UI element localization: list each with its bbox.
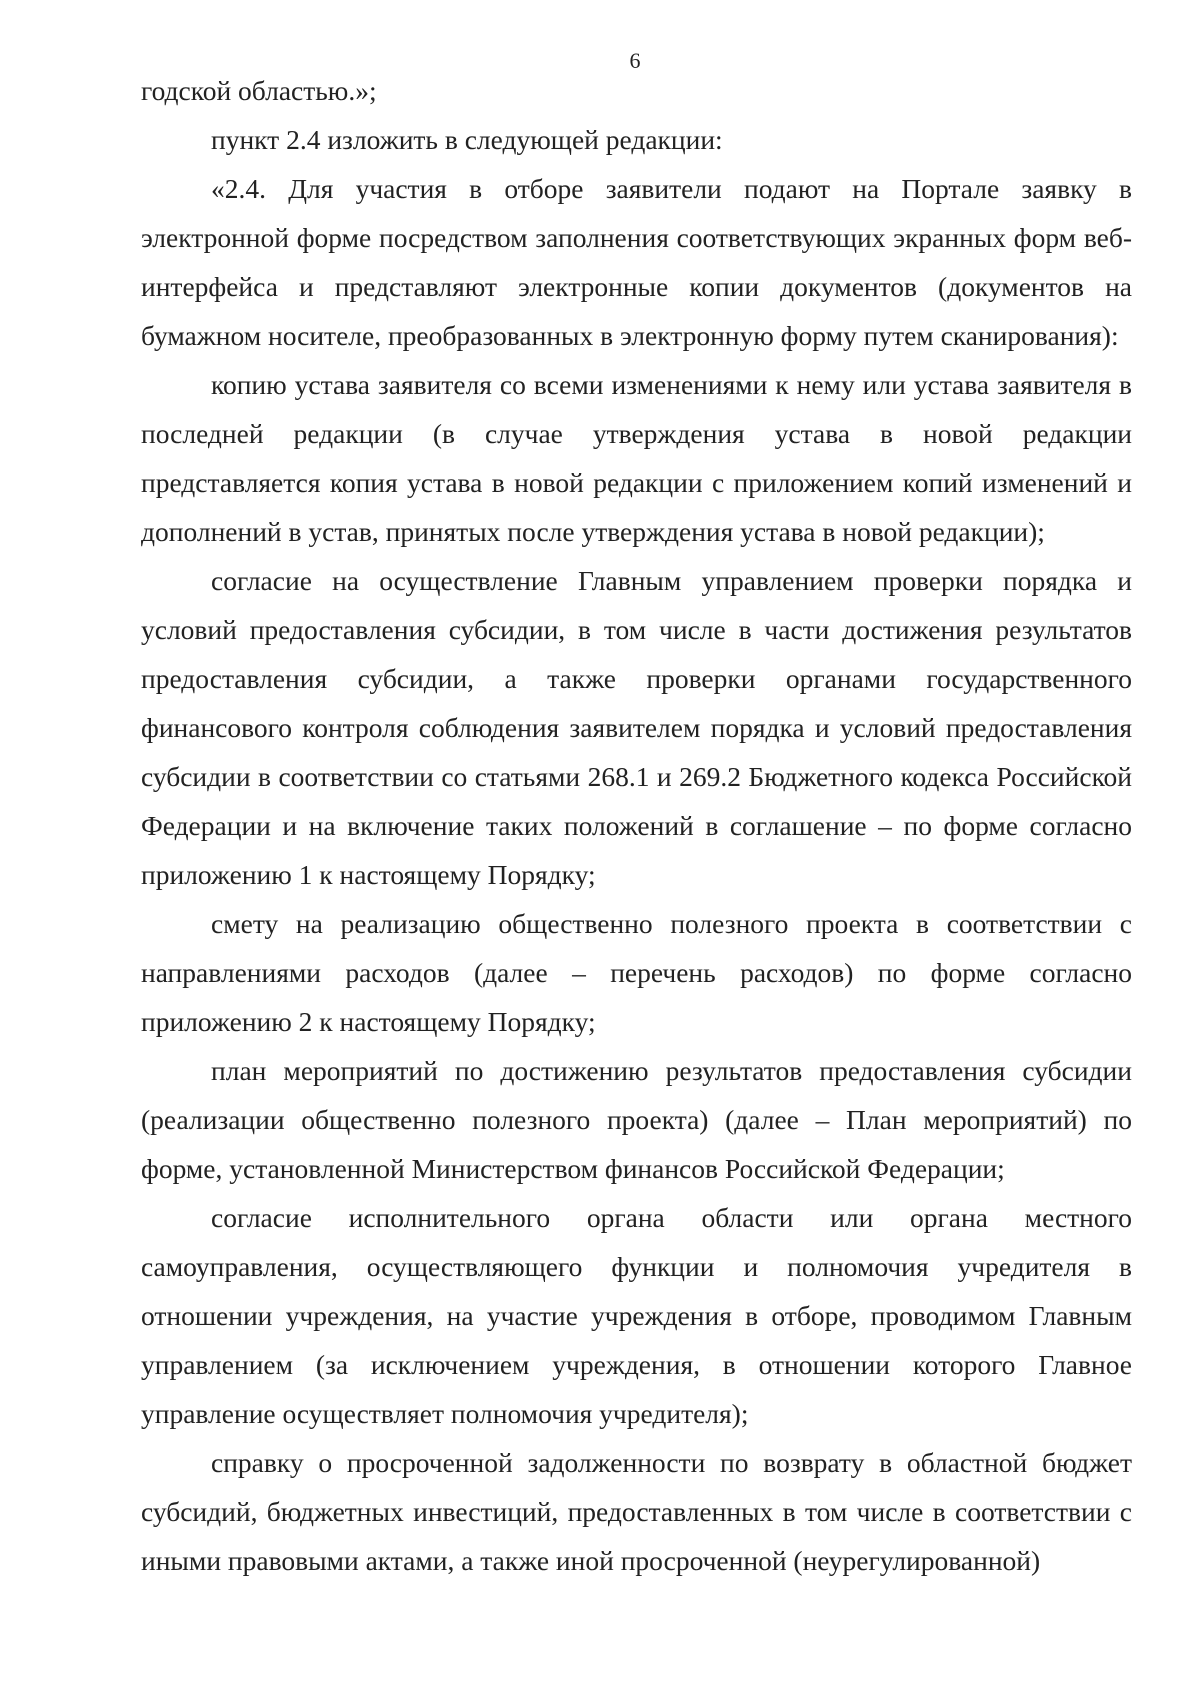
paragraph-consent-inspection: согласие на осуществление Главным управлением проверки порядка и условий предоставления субсидии, в том числе в части достижения результатов предоставления субсидии, а также проверки органами государственного финансового контроля соблюдения заявителем порядка и условий предоставления субсидии в соответствии со статьями 268.1 и 269.2 Бюджетного кодекса Российской Федерации и на включение таких положений в соглашение – по форме согласно приложению 1 к настоящему Порядку; [141,565,1132,890]
paragraph-continuation: годской областью.»; [141,75,377,106]
paragraph-founder-consent: согласие исполнительного органа области или органа местного самоуправления, осуществляющего функции и полномочия учредителя в отношении учреждения, на участие учреждения в отборе, проводимом Главным управлением (за исключением учреждения, в отношении которого Главное управление осуществляет полномочия учредителя); [141,1202,1132,1429]
paragraph-clause-2-4: «2.4. Для участия в отборе заявители подают на Портале заявку в электронной форме посредством заполнения соответствующих экранных форм веб-интерфейса и представляют электронные копии документов (документов на бумажном носителе, преобразованных в электронную форму путем сканирования): [141,173,1132,351]
page-number: 6 [629,48,641,73]
document-body [141,66,1132,1585]
paragraph-debt-certificate: справку о просроченной задолженности по возврату в областной бюджет субсидий, бюджетных инвестиций, предоставленных в том числе в соответствии с иными правовыми актами, а также иной просроченной (неурегулированной) [141,1447,1132,1576]
paragraph-budget-estimate: смету на реализацию общественно полезного проекта в соответствии с направлениями расходов (далее – перечень расходов) по форме согласно приложению 2 к настоящему Порядку; [141,908,1132,1037]
paragraph-charter-copy: копию устава заявителя со всеми изменениями к нему или устава заявителя в последней редакции (в случае утверждения устава в новой редакции представляется копия устава в новой редакции с приложением копий изменений и дополнений в устав, принятых после утверждения устава в новой редакции); [141,369,1132,547]
paragraph-action-plan: план мероприятий по достижению результатов предоставления субсидии (реализации общественно полезного проекта) (далее – План мероприятий) по форме, установленной Министерством финансов Российской Федерации; [141,1055,1132,1184]
paragraph-amendment-intro: пункт 2.4 изложить в следующей редакции: [211,124,723,155]
